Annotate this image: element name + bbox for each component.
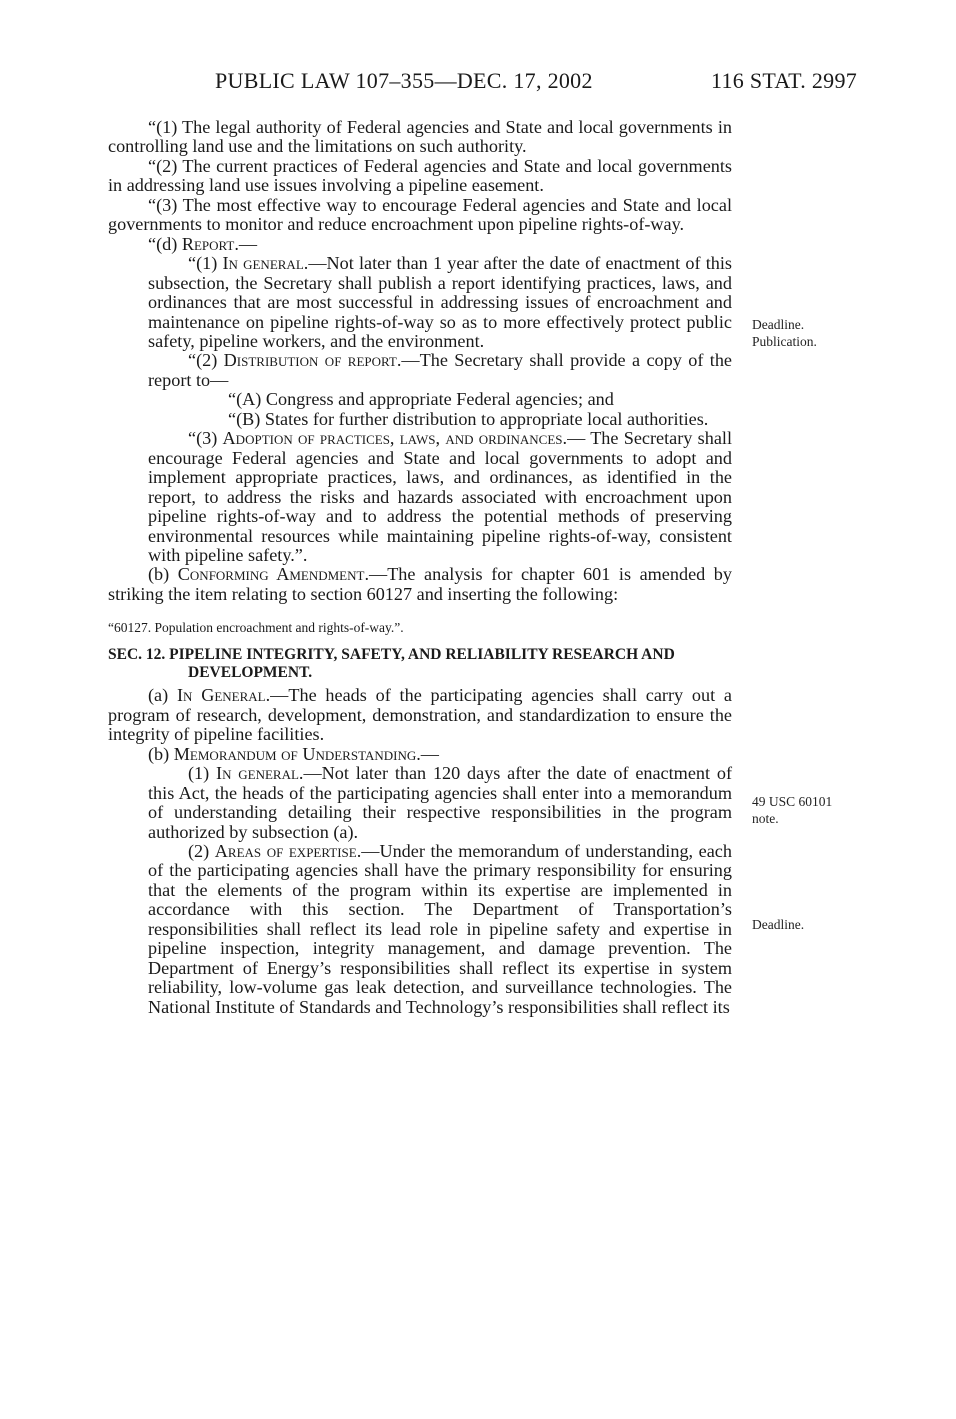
page-number: 116 STAT. 2997 xyxy=(711,68,858,93)
body-text xyxy=(108,118,732,1017)
margin-note-usc-citation: 49 USC 60101 note. xyxy=(752,794,833,826)
paragraph-d2: “(2) Distribution of report.—The Secretary shall provide a copy of the report to— xyxy=(148,350,732,390)
subsection-b-conforming: (b) Conforming Amendment.—The analysis for chapter 601 is amended by striking the item relating to section 60127 and inserting the following: xyxy=(108,564,732,604)
running-header-title: PUBLIC LAW 107–355—DEC. 17, 2002 xyxy=(215,68,593,93)
margin-note-deadline-publication: Deadline. Publication. xyxy=(752,317,817,349)
section-12-heading: SEC. 12. PIPELINE INTEGRITY, SAFETY, AND RELIABILITY RESEARCH AND DEVELOPMENT. xyxy=(108,646,675,682)
table-of-contents-entry: “60127. Population encroachment and rights-of-way.”. xyxy=(108,620,404,636)
paragraph-c3: “(3) The most effective way to encourage Federal agencies and State and local governments to monitor and reduce encroachment upon pipeline rights-of-way. xyxy=(108,194,732,235)
section-12-b2: (2) Areas of expertise.—Under the memorandum of understanding, each of the participating agencies shall have the primary responsibility for ensuring that the elements of the program within its expertise are implemented in accordance with this section. The Department of Transportation’s responsibilities shall reflect its lead role in pipeline safety and expertise in pipeline inspection, integrity management, and damage prevention. The Department of Energy’s responsibilities shall reflect its expertise in system reliability, low-volume gas leak detection, and surveillance technologies. The National Institute of Standards and Technology’s responsibilities shall reflect its xyxy=(148,840,732,1017)
section-12-b-heading: (b) Memorandum of Understanding.— xyxy=(148,743,439,764)
subsection-d-heading: “(d) Report.— xyxy=(148,233,258,254)
paragraph-c1: “(1) The legal authority of Federal agencies and State and local governments in controlling land use and the limitations on such authority. xyxy=(108,117,732,157)
margin-note-deadline: Deadline. xyxy=(752,917,805,932)
section-12-a: (a) In General.—The heads of the participating agencies shall carry out a program of research, development, demonstration, and standardization to ensure the integrity of pipeline facilities. xyxy=(108,685,733,745)
paragraph-d2B: “(B) States for further distribution to appropriate local authorities. xyxy=(228,408,709,429)
paragraph-d1: “(1) In general.—Not later than 1 year after the date of enactment of this subsection, the Secretary shall publish a report identifying practices, laws, and ordinances that are most successful in addressing issues of encroachment and maintenance on pipeline rights-of-way so as to more effectively protect public safety, pipeline workers, and the environment. xyxy=(148,253,732,351)
section-12-b1: (1) In general.—Not later than 120 days after the date of enactment of this Act, the heads of the participating agencies shall enter into a memorandum of understanding detailing their respective responsibilities in the program authorized by subsection (a). xyxy=(148,763,732,842)
paragraph-d2A: “(A) Congress and appropriate Federal agencies; and xyxy=(228,389,614,410)
paragraph-d3: “(3) Adoption of practices, laws, and ordinances.— The Secretary shall encourage Federal agencies and State and local governments to adopt and implement appropriate practices, laws, and ordinances, as identified in the report, to address the risks and hazards associated with encroachment upon pipeline rights-of-way and to address the potential methods of preserving environmental resources while maintaining pipeline rights-of-way, consistent with pipeline safety.”. xyxy=(148,428,732,565)
paragraph-c2: “(2) The current practices of Federal agencies and State and local governments in addressing land use issues involving a pipeline easement. xyxy=(108,155,732,196)
